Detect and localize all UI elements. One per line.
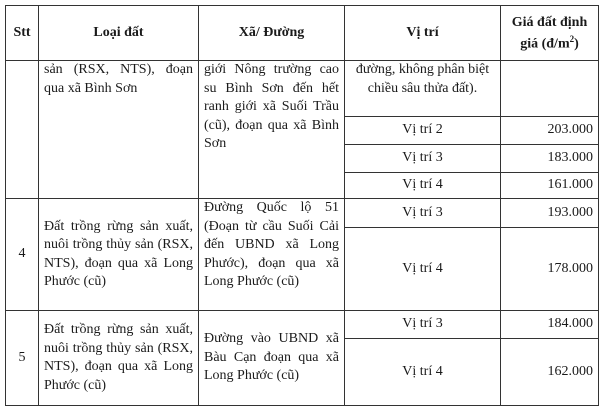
gia-cell: 161.000 [501, 173, 599, 199]
table-row [6, 61, 599, 117]
table-row [6, 199, 599, 228]
xa-duong-cell: Đường vào UBND xã Bàu Cạn đoạn qua xã Long Phước (cũ) [199, 311, 345, 406]
table-header [6, 6, 599, 61]
stt-cell: 4 [6, 199, 39, 311]
header-gia-dat: Giá đất định giá $(đ/m^2)$ [501, 6, 599, 61]
gia-cell [501, 61, 599, 117]
gia-cell: 178.000 [501, 228, 599, 311]
vi-tri-cell: Vị trí 3 [345, 199, 501, 228]
gia-cell: 193.000 [501, 199, 599, 228]
header-xa-duong: Xã/ Đường [199, 6, 345, 61]
gia-cell: 184.000 [501, 311, 599, 339]
vi-tri-cell: Vị trí 4 [345, 173, 501, 199]
land-price-table [5, 5, 599, 406]
table-row [6, 311, 599, 339]
xa-duong-cell: giới Nông trường cao su Bình Sơn đến hết ranh giới xã Suối Trầu (cũ), đoạn qua xã Bình Sơn [199, 61, 345, 199]
vi-tri-cell: Vị trí 4 [345, 228, 501, 311]
gia-cell: 183.000 [501, 145, 599, 173]
stt-cell [6, 61, 39, 199]
vi-tri-cell: Vị trí 3 [345, 145, 501, 173]
vi-tri-cell: Vị trí 4 [345, 339, 501, 406]
vi-tri-cell: đường, không phân biệt chiều sâu thửa đất). [345, 61, 501, 117]
loai-dat-cell: Đất trồng rừng sản xuất, nuôi trồng thủy sản (RSX, NTS), đoạn qua xã Long Phước (cũ) [39, 199, 199, 311]
xa-duong-cell: Đường Quốc lộ 51 (Đoạn từ cầu Suối Cải đến UBND xã Long Phước), đoạn qua xã Long Phước (cũ) [199, 199, 345, 311]
vi-tri-cell: Vị trí 3 [345, 311, 501, 339]
vi-tri-cell: Vị trí 2 [345, 117, 501, 145]
gia-cell: 203.000 [501, 117, 599, 145]
loai-dat-cell: sản (RSX, NTS), đoạn qua xã Bình Sơn [39, 61, 199, 199]
header-vi-tri: Vị trí [345, 6, 501, 61]
gia-cell: 162.000 [501, 339, 599, 406]
stt-cell: 5 [6, 311, 39, 406]
header-stt: Stt [6, 6, 39, 61]
header-loai-dat: Loại đất [39, 6, 199, 61]
loai-dat-cell: Đất trồng rừng sản xuất, nuôi trồng thủy sản (RSX, NTS), đoạn qua xã Long Phước (cũ) [39, 311, 199, 406]
